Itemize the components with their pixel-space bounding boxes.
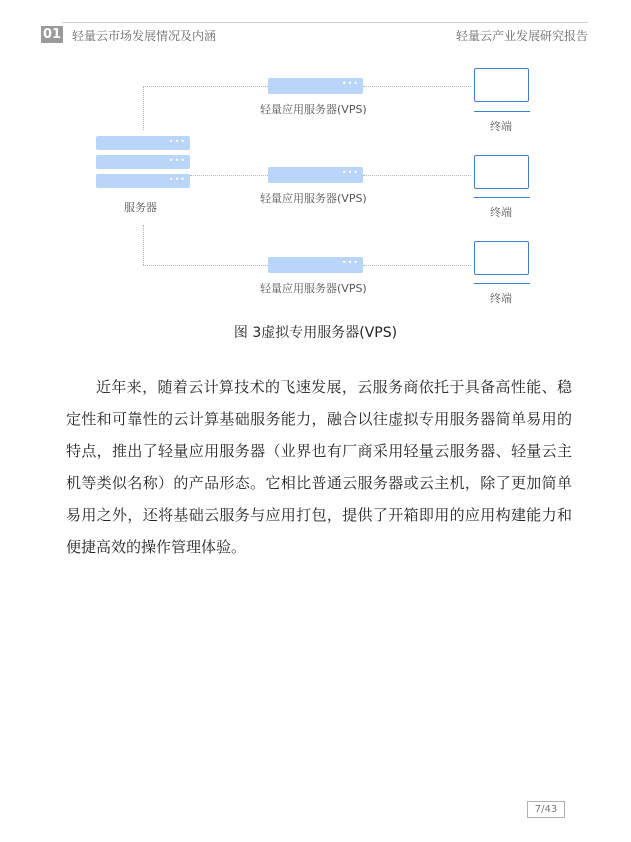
page-header [0,0,631,50]
body-paragraph: 近年来，随着云计算技术的飞速发展，云服务商依托于具备高性能、稳定性和可靠性的云计算基础服务能力，融合以往虚拟专用服务器简单易用的特点，推出了轻量应用服务器（业界也有厂商采用轻量云服务器、轻量云主机等类似名称）的产品形态。它相比普通云服务器或云主机，除了更加简单易用之外，还将基础云服务与应用打包，提供了开箱即用的应用构建能力和便捷高效的操作管理体验。 [66,378,572,556]
vps-bar-dots: ••• [341,79,359,88]
connector-vps-terminal-1 [363,86,471,87]
terminal-base-2 [474,197,530,198]
terminal-monitor-3 [474,241,529,275]
server-unit-2 [96,155,190,169]
terminal-label-1: 终端 [490,120,512,133]
vps-bar-3 [268,257,363,273]
vps-bar-dots: ••• [341,258,359,267]
server-unit-dots: ••• [168,156,186,165]
terminal-base-3 [474,283,530,284]
terminal-label-2: 终端 [490,206,512,219]
vps-label-3: 轻量应用服务器(VPS) [260,282,367,295]
connector-vps-terminal-2 [363,175,471,176]
report-title: 轻量云产业发展研究报告 [455,29,588,43]
server-unit-1 [96,136,190,150]
vps-diagram [0,55,631,315]
terminal-label-3: 终端 [490,292,512,305]
terminal-monitor-1 [474,68,529,102]
connector-vps-terminal-3 [363,265,471,266]
vps-bar-1 [268,78,363,94]
vps-bar-2 [268,167,363,183]
connector-server-vps-2 [190,175,268,176]
chapter-title: 轻量云市场发展情况及内涵 [72,29,217,43]
header-rule [62,22,588,23]
vps-label-2: 轻量应用服务器(VPS) [260,192,367,205]
figure-caption: 图 3虚拟专用服务器(VPS) [233,325,398,341]
connector-server-vps-3 [143,265,268,266]
connector-server-vps-1 [143,86,268,87]
terminal-base-1 [474,111,530,112]
connector-vertical-top [143,86,144,130]
server-unit-dots: ••• [168,137,186,146]
connector-vertical-bottom [143,225,144,265]
chapter-number: 01 [42,27,62,42]
server-label: 服务器 [124,201,157,214]
server-unit-3 [96,174,190,188]
vps-label-1: 轻量应用服务器(VPS) [260,103,367,116]
page-number: 7/43 [527,801,565,818]
vps-bar-dots: ••• [341,168,359,177]
server-unit-dots: ••• [168,175,186,184]
terminal-monitor-2 [474,155,529,189]
